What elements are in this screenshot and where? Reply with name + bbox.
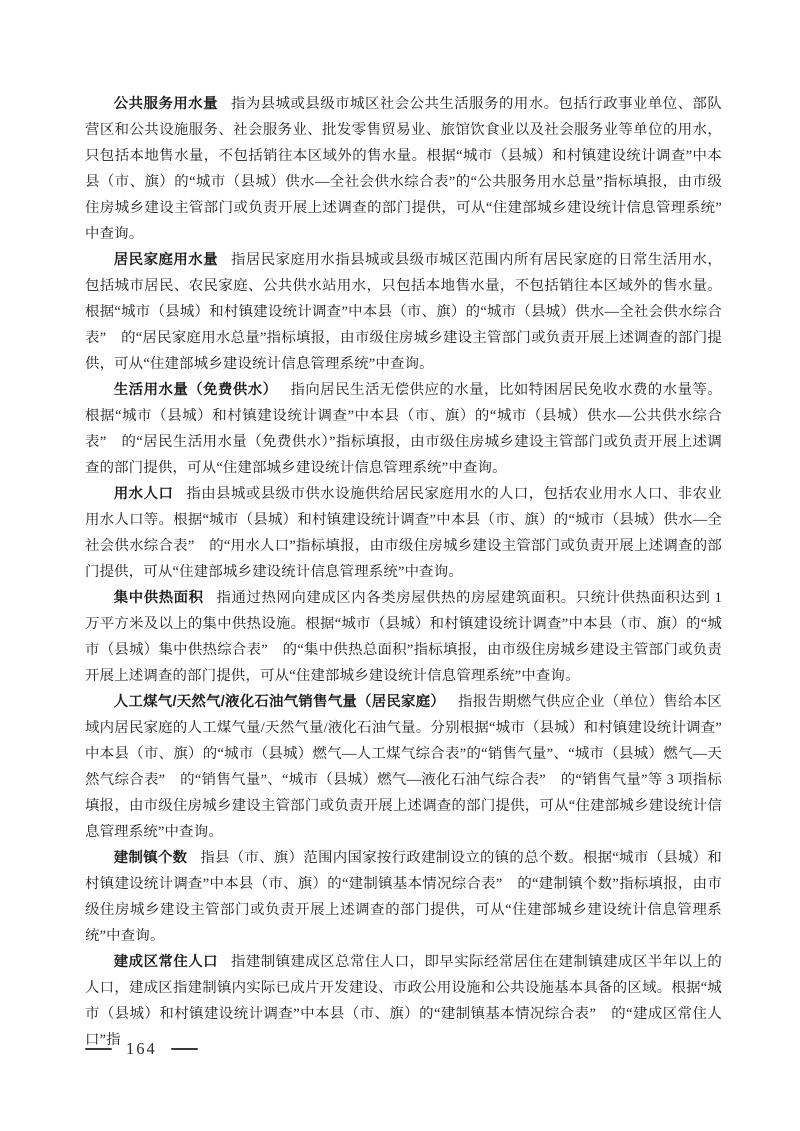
definition-paragraph-public-service-water (85, 91, 722, 247)
definition-body: 指建制镇建成区总常住人口，即早实际经常居住在建制镇建成区半年以上的人口，建成区指建制镇内实际已成片开发建设、市政公用设施和公共设施基本具备的区域。根据“城市（县城）和村镇建设统计调查”中本县（市、旗）的“建制镇基本情况综合表” 的“建成区常住人口”指 (85, 954, 722, 1048)
footer-rule-left (85, 1048, 112, 1050)
page-footer (85, 1036, 198, 1062)
term-builtup-resident-population: 建成区常住人口 (113, 954, 219, 970)
definition-paragraph-central-heating-area (85, 585, 722, 689)
definition-body: 指居民家庭用水指县城或县级市城区范围内所有居民家庭的日常生活用水，包括城市居民、农民家庭、公共供水站用水，只包括本地售水量，不包括销往本区域外的售水量。根据“城市（县城）和村镇建设统计调查”中本县（市、旗）的“城市（县城）供水—全社会供水综合表” 的“居民家庭用水总量”指标填报，由市级住房城乡建设主管部门或负责开展上述调查的部门提供，可从“住建部城乡建设统计信息管理系统”中查询。 (85, 252, 722, 372)
definition-paragraph-gas-sales-volume (85, 689, 722, 845)
term-free-domestic-water: 生活用水量（免费供水） (113, 382, 278, 398)
definition-body: 指通过热网向建成区内各类房屋供热的房屋建筑面积。只统计供热面积达到 1 万平方米及以上的集中供热设施。根据“城市（县城）和村镇建设统计调查”中本县（市、旗）的“城市（县城）集中供热综合表” 的“集中供热总面积”指标填报，由市级住房城乡建设主管部门或负责开展上述调查的部门提供，可从“住建部城乡建设统计信息管理系统”中查询。 (85, 590, 722, 684)
footer-rule-right (171, 1048, 198, 1050)
page-number: 164 (126, 1039, 157, 1058)
definition-paragraph-residential-water (85, 247, 722, 377)
definitions-text-block (85, 91, 722, 1053)
term-residential-water: 居民家庭用水量 (113, 252, 219, 268)
definition-body: 指县（市、旗）范围内国家按行政建制设立的镇的总个数。根据“城市（县城）和村镇建设统计调查”中本县（市、旗）的“建制镇基本情况综合表” 的“建制镇个数”指标填报，由市级住房城乡建设主管部门或负责开展上述调查的部门提供，可从“住建部城乡建设统计信息管理系统”中查询。 (85, 850, 722, 944)
definition-paragraph-water-using-population (85, 481, 722, 585)
definition-body: 指为县城或县级市城区社会公共生活服务的用水。包括行政事业单位、部队营区和公共设施服务、社会服务业、批发零售贸易业、旅馆饮食业以及社会服务业等单位的用水，只包括本地售水量，不包括销往本区域外的售水量。根据“城市（县城）和村镇建设统计调查”中本县（市、旗）的“城市（县城）供水—全社会供水综合表”的“公共服务用水总量”指标填报，由市级住房城乡建设主管部门或负责开展上述调查的部门提供，可从“住建部城乡建设统计信息管理系统”中查询。 (85, 96, 722, 242)
term-central-heating-area: 集中供热面积 (113, 590, 204, 606)
definition-paragraph-designated-towns-count (85, 845, 722, 949)
definition-paragraph-free-domestic-water (85, 377, 722, 481)
definition-body: 指报告期燃气供应企业（单位）售给本区域内居民家庭的人工煤气量/天然气量/液化石油气量。分别根据“城市（县城）和村镇建设统计调查”中本县（市、旗）的“城市（县城）燃气—人工煤气综合表”的“销售气量”、“城市（县城）燃气—天然气综合表” 的“销售气量”、“城市（县城）燃气—液化石油气综合表” 的“销售气量”等 3 项指标填报，由市级住房城乡建设主管部门或负责开展上述调查的部门提供，可从“住建部城乡建设统计信息管理系统”中查询。 (85, 694, 722, 840)
definition-body: 指向居民生活无偿供应的水量，比如特困居民免收水费的水量等。根据“城市（县城）和村镇建设统计调查”中本县（市、旗）的“城市（县城）供水—公共供水综合表” 的“居民生活用水量（免费供水）”指标填报，由市级住房城乡建设主管部门或负责开展上述调查的部门提供，可从“住建部城乡建设统计信息管理系统”中查询。 (85, 382, 722, 476)
definition-body: 指由县城或县级市供水设施供给居民家庭用水的人口，包括农业用水人口、非农业用水人口等。根据“城市（县城）和村镇建设统计调查”中本县（市、旗）的“城市（县城）供水—全社会供水综合表” 的“用水人口”指标填报，由市级住房城乡建设主管部门或负责开展上述调查的部门提供，可从“住建部城乡建设统计信息管理系统”中查询。 (85, 486, 722, 580)
term-gas-sales-volume: 人工煤气/天然气/液化石油气销售气量（居民家庭） (113, 694, 446, 710)
term-designated-towns-count: 建制镇个数 (113, 850, 188, 866)
term-public-service-water: 公共服务用水量 (113, 96, 219, 112)
term-water-using-population: 用水人口 (113, 486, 174, 502)
